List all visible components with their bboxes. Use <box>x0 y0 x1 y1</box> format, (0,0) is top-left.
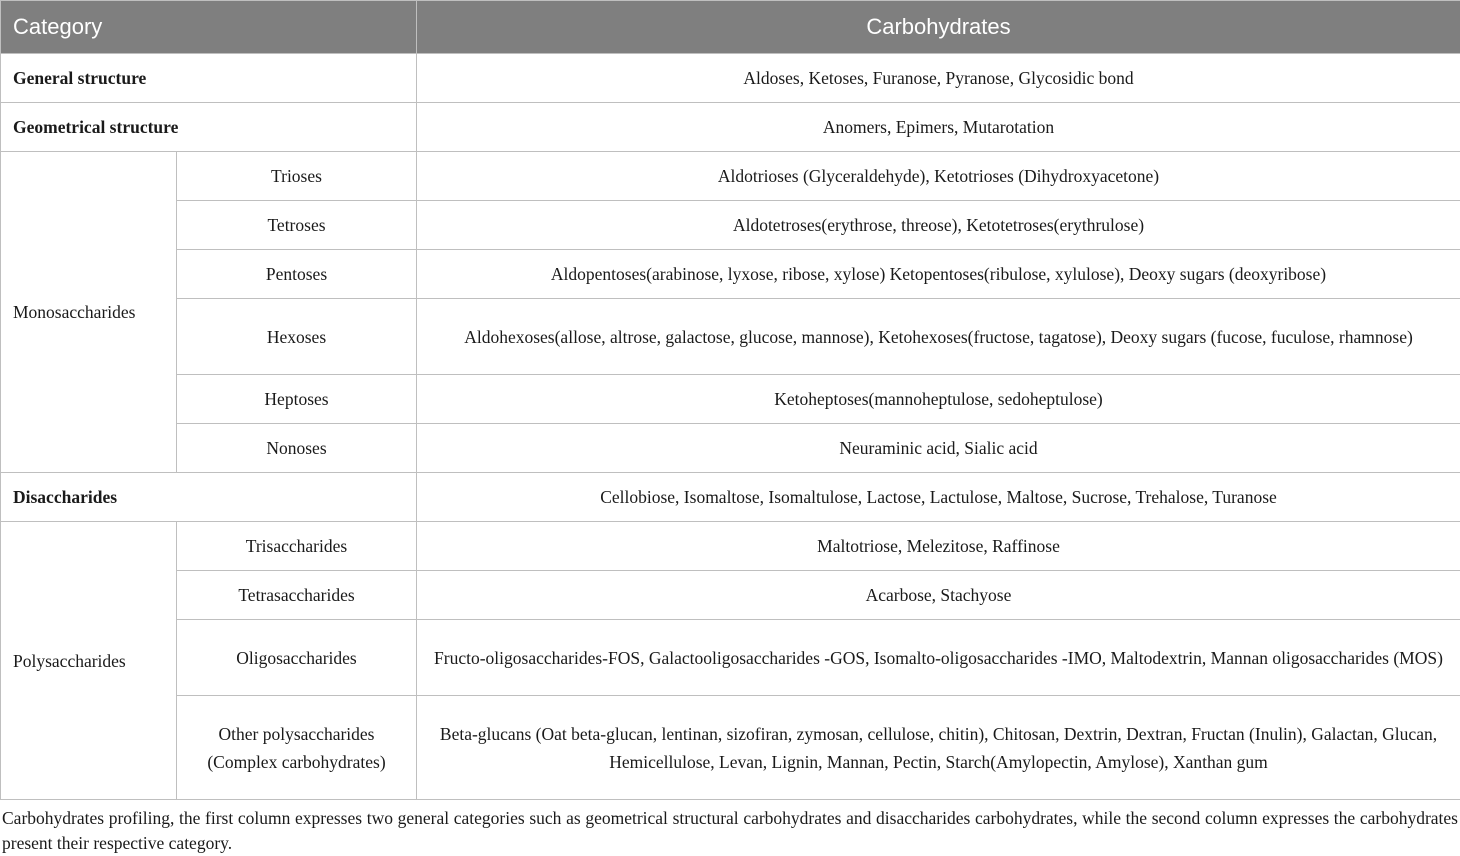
category-geometrical-structure: Geometrical structure <box>1 103 417 152</box>
value-oligosaccharides: Fructo-oligosaccharides-FOS, Galactooligosaccharides -GOS, Isomalto-oligosaccharides -IMO, Maltodextrin, Mannan oligosaccharides (MOS) <box>417 620 1460 696</box>
value-trisaccharides: Maltotriose, Melezitose, Raffinose <box>417 522 1460 571</box>
value-nonoses: Neuraminic acid, Sialic acid <box>417 424 1460 473</box>
sub-oligosaccharides: Oligosaccharides <box>177 620 417 696</box>
table-row <box>1 250 1460 299</box>
sub-heptoses: Heptoses <box>177 375 417 424</box>
table-caption: Carbohydrates profiling, the first column expresses two general categories such as geometrical structural carbohydrates and disaccharides carbohydrates, while the second column expresses the carbohydrates present their respective category. <box>0 800 1460 856</box>
table-row <box>1 103 1460 152</box>
table-row <box>1 424 1460 473</box>
value-heptoses: Ketoheptoses(mannoheptulose, sedoheptulose) <box>417 375 1460 424</box>
sub-pentoses: Pentoses <box>177 250 417 299</box>
value-hexoses: Aldohexoses(allose, altrose, galactose, glucose, mannose), Ketohexoses(fructose, tagatose), Deoxy sugars (fucose, fuculose, rhamnose) <box>417 299 1460 375</box>
header-category: Category <box>1 1 417 54</box>
value-pentoses: Aldopentoses(arabinose, lyxose, ribose, xylose) Ketopentoses(ribulose, xylulose), Deoxy sugars (deoxyribose) <box>417 250 1460 299</box>
value-disaccharides: Cellobiose, Isomaltose, Isomaltulose, Lactose, Lactulose, Maltose, Sucrose, Trehalose, Turanose <box>417 473 1460 522</box>
sub-nonoses: Nonoses <box>177 424 417 473</box>
value-general-structure: Aldoses, Ketoses, Furanose, Pyranose, Glycosidic bond <box>417 54 1460 103</box>
header-carbohydrates: Carbohydrates <box>417 1 1460 54</box>
value-tetroses: Aldotetroses(erythrose, threose), Ketotetroses(erythrulose) <box>417 201 1460 250</box>
table-row <box>1 620 1460 696</box>
table-row <box>1 473 1460 522</box>
sub-trioses: Trioses <box>177 152 417 201</box>
category-disaccharides: Disaccharides <box>1 473 417 522</box>
category-polysaccharides: Polysaccharides <box>1 522 177 800</box>
value-trioses: Aldotrioses (Glyceraldehyde), Ketotrioses (Dihydroxyacetone) <box>417 152 1460 201</box>
sub-other-polysaccharides: Other polysaccharides (Complex carbohydrates) <box>177 696 417 800</box>
value-other-polysaccharides: Beta-glucans (Oat beta-glucan, lentinan, sizofiran, zymosan, cellulose, chitin), Chitosan, Dextrin, Dextran, Fructan (Inulin), Galactan, Glucan, Hemicellulose, Levan, Lignin, Mannan, Pectin, Starch(Amylopectin, Amylose), Xanthan gum <box>417 696 1460 800</box>
header-row <box>1 1 1460 54</box>
table-row <box>1 54 1460 103</box>
category-monosaccharides: Monosaccharides <box>1 152 177 473</box>
sub-tetroses: Tetroses <box>177 201 417 250</box>
table-row <box>1 152 1460 201</box>
table-row <box>1 522 1460 571</box>
sub-tetrasaccharides: Tetrasaccharides <box>177 571 417 620</box>
table-row <box>1 571 1460 620</box>
category-general-structure: General structure <box>1 54 417 103</box>
table-row <box>1 299 1460 375</box>
value-geometrical-structure: Anomers, Epimers, Mutarotation <box>417 103 1460 152</box>
table-row <box>1 201 1460 250</box>
sub-trisaccharides: Trisaccharides <box>177 522 417 571</box>
sub-hexoses: Hexoses <box>177 299 417 375</box>
value-tetrasaccharides: Acarbose, Stachyose <box>417 571 1460 620</box>
table-row <box>1 375 1460 424</box>
table-row <box>1 696 1460 800</box>
